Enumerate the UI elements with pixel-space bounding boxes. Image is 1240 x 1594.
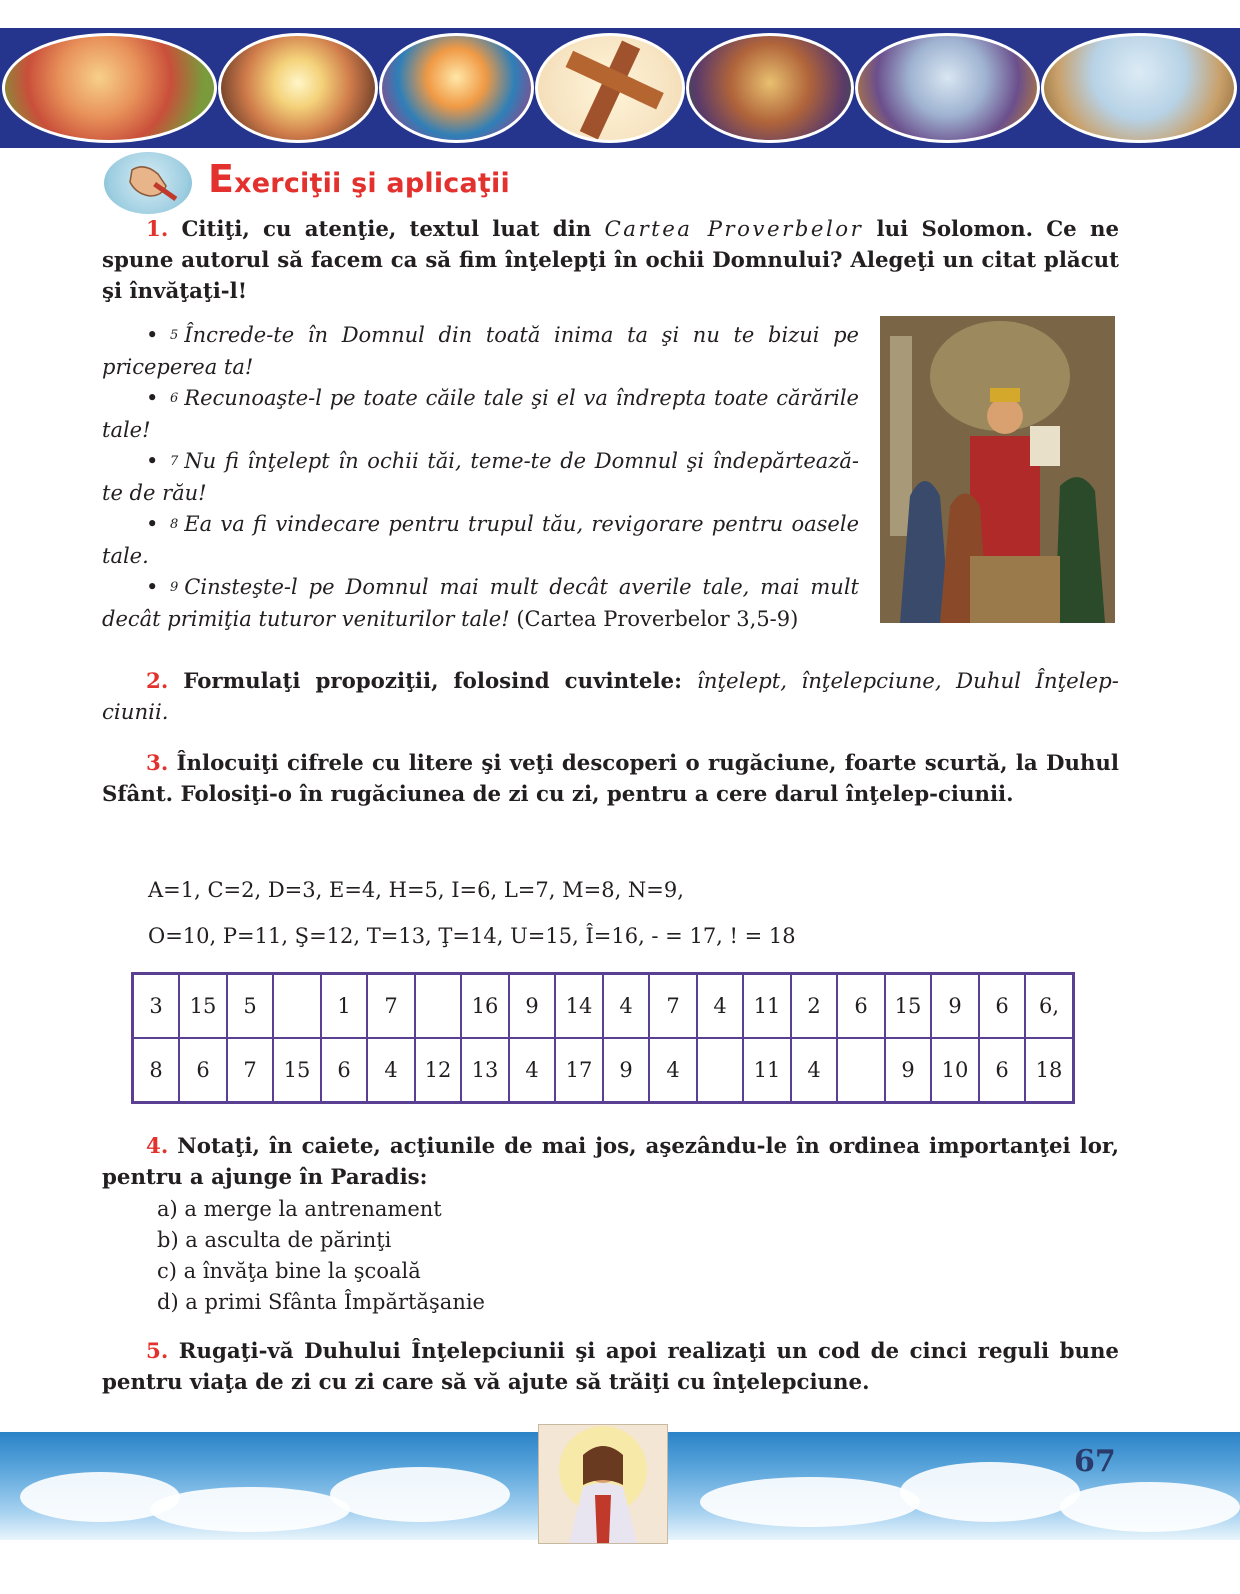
top-banner: [0, 28, 1240, 148]
cipher-cell: [837, 1038, 885, 1103]
cipher-cell: 6: [979, 974, 1025, 1039]
verse-item: • $^7$ Nu fi înţelept în ochii tăi, teme-te de Domnul şi îndepărtează-te de rău!: [102, 449, 859, 505]
cipher-cell: 10: [931, 1038, 979, 1103]
exercise-4-options: [157, 1194, 485, 1318]
jesus-footer-illustration: [538, 1424, 668, 1544]
illustration-crowd-oval: [379, 33, 534, 143]
illustration-children-oval: [2, 33, 217, 143]
cipher-cell: [273, 974, 321, 1039]
cipher-cell: 7: [649, 974, 697, 1039]
verse-reference: (Cartea Proverbelor 3,5-9): [509, 606, 799, 631]
cipher-cell: 17: [555, 1038, 603, 1103]
option-item: b) a asculta de părinţi: [157, 1228, 392, 1252]
cipher-cell: 18: [1025, 1038, 1074, 1103]
illustration-last-supper-oval: [686, 33, 854, 143]
verse-item: • $^9$ Cinsteşte-l pe Domnul mai mult decât averile tale, mai mult decât primiţia tuturor veniturilor tale! (Cartea Proverbelor 3,5-9): [102, 575, 859, 631]
illustration-jesus-oval: [218, 33, 378, 143]
illustration-walking-oval: [1041, 33, 1237, 143]
cipher-cell: [415, 974, 461, 1039]
cipher-cell: 4: [603, 974, 649, 1039]
cipher-cell: 8: [133, 1038, 180, 1103]
exercise-3: 3. Înlocuiţi cifrele cu litere şi veţi descoperi o rugăciune, foarte scurtă, la Duhul Sfânt. Folosiţi-o în rugăciunea de zi cu zi, pentru a cere darul înţelep-ciunii.: [102, 751, 1119, 807]
cipher-cell: 9: [885, 1038, 931, 1103]
cipher-cell: 15: [273, 1038, 321, 1103]
cipher-cell: 5: [227, 974, 273, 1039]
exercise-4: 4. Notaţi, în caiete, acţiunile de mai jos, aşezându-le în ordinea importanţei lor, pentru a ajunge în Paradis:: [102, 1134, 1119, 1190]
cipher-cell: 4: [791, 1038, 837, 1103]
cipher-cell: 6: [979, 1038, 1025, 1103]
cipher-cell: 6: [321, 1038, 367, 1103]
page-number: 67: [1074, 1444, 1116, 1479]
exercise-2: 2. Formulaţi propoziţii, folosind cuvintele: înţelept, înţelepciune, Duhul Înţelep-ciunii.: [102, 669, 1119, 725]
cipher-cell: 7: [367, 974, 415, 1039]
exercise-1: 1. Citiţi, cu atenţie, textul luat din Cartea Proverbelor lui Solomon. Ce ne spune autorul să facem ca să fim înţelepţi în ochii Domnului? Alegeţi un citat plăcut şi învăţaţi-l!: [102, 217, 1120, 304]
verse-item: • $^6$ Recunoaşte-l pe toate căile tale şi el va îndrepta toate cărările tale!: [102, 386, 859, 442]
cipher-cell: 7: [227, 1038, 273, 1103]
cipher-grid: [131, 972, 1075, 1104]
cipher-cell: 4: [697, 974, 743, 1039]
cipher-cell: 6,: [1025, 974, 1074, 1039]
illustration-storm-oval: [855, 33, 1040, 143]
cipher-cell: 2: [791, 974, 837, 1039]
cipher-cell: 15: [179, 974, 227, 1039]
cipher-cell: 15: [885, 974, 931, 1039]
cipher-row-1: [133, 974, 1074, 1039]
cipher-cell: 12: [415, 1038, 461, 1103]
writing-hand-icon: [104, 152, 192, 214]
letter-code-line-2: O=10, P=11, Ş=12, T=13, Ţ=14, U=15, Î=16, - = 17, ! = 18: [148, 924, 796, 948]
king-solomon-illustration: [880, 316, 1115, 623]
verse-item: • $^5$ Încrede-te în Domnul din toată inima ta şi nu te bizui pe priceperea ta!: [102, 323, 859, 379]
cipher-cell: 4: [509, 1038, 555, 1103]
cipher-cell: 14: [555, 974, 603, 1039]
cipher-cell: 6: [179, 1038, 227, 1103]
cipher-cell: 11: [743, 974, 791, 1039]
cipher-cell: 9: [603, 1038, 649, 1103]
cipher-cell: 6: [837, 974, 885, 1039]
cipher-cell: 3: [133, 974, 180, 1039]
cipher-cell: 16: [461, 974, 509, 1039]
illustration-cross-oval: [535, 33, 685, 143]
section-title: Exerciţii şi aplicaţii: [208, 157, 510, 201]
cipher-cell: 4: [367, 1038, 415, 1103]
cipher-cell: 9: [931, 974, 979, 1039]
proverbs-verses: [102, 320, 859, 635]
option-item: a) a merge la antrenament: [157, 1197, 442, 1221]
cipher-cell: 4: [649, 1038, 697, 1103]
cipher-cell: 11: [743, 1038, 791, 1103]
verse-item: • $^8$ Ea va fi vindecare pentru trupul tău, revigorare pentru oasele tale.: [102, 512, 859, 568]
cross-icon: [538, 36, 682, 140]
option-item: d) a primi Sfânta Împărtăşanie: [157, 1290, 485, 1314]
cipher-cell: 13: [461, 1038, 509, 1103]
cipher-row-2: [133, 1038, 1074, 1103]
option-item: c) a învăţa bine la şcoală: [157, 1259, 421, 1283]
cipher-cell: 1: [321, 974, 367, 1039]
letter-code-line-1: A=1, C=2, D=3, E=4, H=5, I=6, L=7, M=8, N=9,: [148, 878, 684, 902]
cipher-cell: [697, 1038, 743, 1103]
cipher-cell: 9: [509, 974, 555, 1039]
exercise-5: 5. Rugaţi-vă Duhului Înţelepciunii şi apoi realizaţi un cod de cinci reguli bune pentru viaţa de zi cu zi care să vă ajute să trăiţi cu înţelepciune.: [102, 1339, 1119, 1395]
